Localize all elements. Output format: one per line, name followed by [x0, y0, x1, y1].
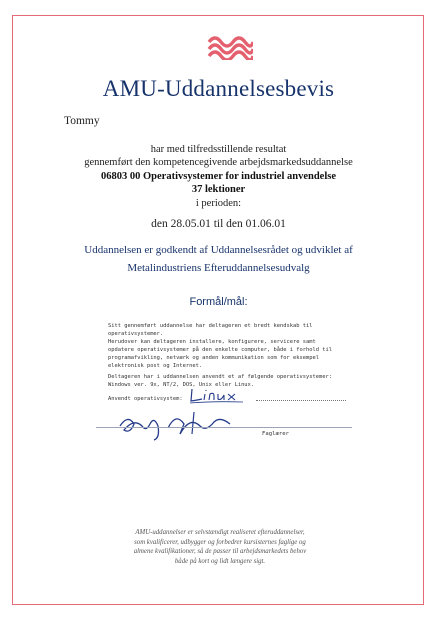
approval-text: Uddannelsen er godkendt af Uddannelsesrådet og udviklet af [84, 244, 353, 256]
objective-line: operativsystemer. [108, 331, 164, 337]
completion-text: gennemført den kompetencegivende arbejdsmarkedsuddannelse [84, 157, 353, 168]
objective-line: Sitt gennemført uddannelse har deltageren et bredt kendskab til [108, 323, 313, 329]
footer-note [60, 528, 380, 566]
objective-line: Deltageren har i uddannelsen anvendt et af følgende operativsystemer: [108, 374, 332, 380]
certificate-border [12, 15, 424, 605]
lessons-count: 37 lektioner [191, 184, 246, 195]
footer-line: både på kort og lidt længere sigt. [174, 557, 266, 565]
objective-line: programafvikling, netværk og anden kommunikation som for eksempel [108, 355, 319, 361]
objectives-heading: Formål/mål: [189, 296, 248, 308]
signature-line [96, 427, 352, 428]
os-underline [256, 400, 346, 401]
footer-line: AMU-uddannelser er selvstændigt realiseret efteruddannelser, [135, 529, 305, 536]
certificate-title: AMU-Uddannelsesbevis [102, 76, 335, 101]
amu-logo-icon [207, 34, 253, 60]
period-label: i perioden: [195, 198, 242, 209]
course-title: 06803 00 Operativsystemer for industriel anvendelse [101, 171, 336, 182]
objective-line: Windows ver. 9x, NT/2, DOS, Unix eller Linux. [108, 382, 255, 388]
footer-line: almene kvalifikationer, så de passer til arbejdsmarkedets behov [133, 548, 307, 556]
approval-body: Metalindustriens Efteruddannelsesudvalg [127, 262, 310, 274]
result-text: har med tilfredsstillende resultat [150, 144, 287, 155]
teacher-signature [110, 404, 250, 444]
used-os-label: Anvendt operativsystem: [108, 396, 183, 402]
objective-line: elektronisk post og Internet. [108, 363, 203, 369]
objective-line: Herudover kan deltageren installere, konfigurere, servicere samt [108, 339, 316, 345]
teacher-label: Faglærer [262, 431, 289, 437]
objective-line: opdatere operativsystemer på den enkelte computer, både i forhold til [108, 347, 332, 353]
recipient-name: Tommy [64, 115, 100, 127]
period-dates: den 28.05.01 til den 01.06.01 [151, 218, 286, 230]
handwritten-os-name [188, 387, 248, 405]
footer-line: som kvalificerer, udbygger og forbedrer kursisternes faglige og [134, 538, 306, 546]
